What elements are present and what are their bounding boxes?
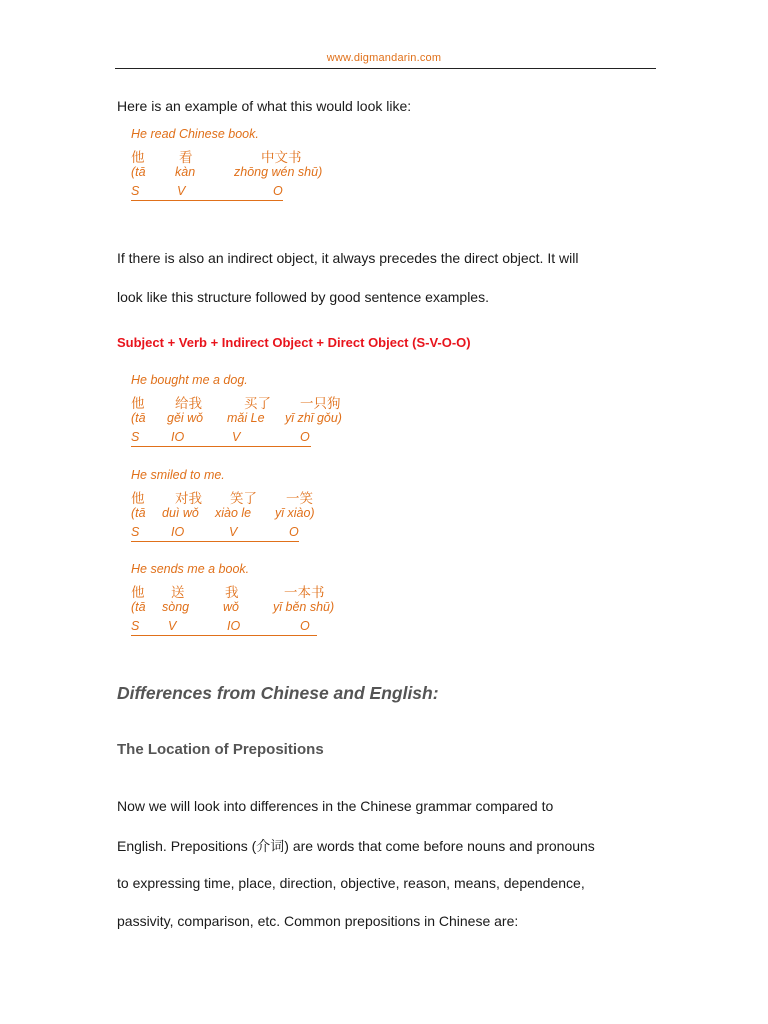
pinyin-word: (tā: [131, 600, 146, 614]
body-line: English. Prepositions (介词) are words that come before nouns and pronouns: [117, 838, 595, 854]
role-label: IO: [227, 619, 241, 633]
role-label: S: [131, 184, 140, 198]
role-label: IO: [171, 525, 185, 539]
role-label: O: [289, 525, 299, 539]
pinyin-word: wǒ: [223, 600, 239, 614]
pinyin-word: yī zhī gǒu): [285, 411, 342, 425]
role-label: V: [177, 184, 186, 198]
indirect-object-text-line-1: If there is also an indirect object, it always precedes the direct object. It will: [117, 250, 579, 266]
hanzi-word: 对我: [175, 491, 202, 507]
hanzi-word: 送: [171, 585, 185, 601]
pinyin-word: (tā: [131, 506, 146, 520]
role-line: [131, 184, 283, 201]
body-line: Now we will look into differences in the Chinese grammar compared to: [117, 798, 554, 814]
role-label: V: [168, 619, 177, 633]
role-label: O: [273, 184, 283, 198]
example-4: [131, 562, 335, 638]
hanzi-word: 一只狗: [300, 396, 341, 412]
pinyin-word: zhōng wén shū): [234, 165, 323, 179]
pinyin-word: mǎi Le: [227, 411, 265, 425]
hanzi-word: 中文书: [261, 150, 302, 166]
example-1: [131, 127, 323, 203]
indirect-object-text-line-2: look like this structure followed by good sentence examples.: [117, 289, 489, 305]
pinyin-word: gěi wǒ: [167, 411, 204, 425]
pinyin-word: yī běn shū): [273, 600, 335, 614]
example-english: He bought me a dog.: [131, 373, 248, 387]
role-label: S: [131, 430, 140, 444]
header-divider: [115, 68, 656, 69]
pinyin-word: kàn: [175, 165, 196, 179]
role-label: S: [131, 619, 140, 633]
hanzi-word: 买了: [244, 396, 271, 412]
role-label: O: [300, 619, 310, 633]
role-label: V: [229, 525, 238, 539]
role-line: [131, 525, 299, 542]
sub-heading: The Location of Prepositions: [117, 741, 324, 758]
intro-text: Here is an example of what this would look like:: [117, 98, 412, 114]
body-line: to expressing time, place, direction, objective, reason, means, dependence,: [117, 875, 585, 891]
structure-heading: Subject + Verb + Indirect Object + Direct Object (S-V-O-O): [117, 335, 471, 350]
hanzi-word: 给我: [175, 396, 202, 412]
body-line: passivity, comparison, etc. Common prepositions in Chinese are:: [117, 913, 519, 929]
hanzi-word: 看: [179, 150, 193, 166]
hanzi-word: 我: [225, 585, 239, 601]
role-line: [131, 619, 317, 636]
pinyin-word: sòng: [162, 600, 190, 614]
hanzi-word: 他: [131, 585, 145, 601]
hanzi-word: 他: [131, 150, 145, 166]
example-english: He sends me a book.: [131, 562, 250, 576]
pinyin-word: (tā: [131, 411, 146, 425]
hanzi-word: 一笑: [286, 491, 313, 507]
role-line: [131, 430, 311, 447]
example-english: He read Chinese book.: [131, 127, 259, 141]
hanzi-word: 一本书: [284, 585, 325, 601]
role-label: S: [131, 525, 140, 539]
pinyin-word: (tā: [131, 165, 146, 179]
pinyin-word: yī xiào): [275, 506, 315, 520]
example-2: [131, 373, 342, 449]
hanzi-word: 他: [131, 491, 145, 507]
hanzi-word: 笑了: [230, 491, 257, 507]
role-label: IO: [171, 430, 185, 444]
role-label: V: [232, 430, 241, 444]
role-label: O: [300, 430, 310, 444]
hanzi-word: 他: [131, 396, 145, 412]
pinyin-word: xiào le: [215, 506, 252, 520]
pinyin-word: duì wǒ: [162, 506, 199, 520]
header-url: www.digmandarin.com: [326, 52, 442, 64]
example-3: [131, 468, 315, 544]
example-english: He smiled to me.: [131, 468, 225, 482]
section-heading: Differences from Chinese and English:: [117, 683, 439, 703]
